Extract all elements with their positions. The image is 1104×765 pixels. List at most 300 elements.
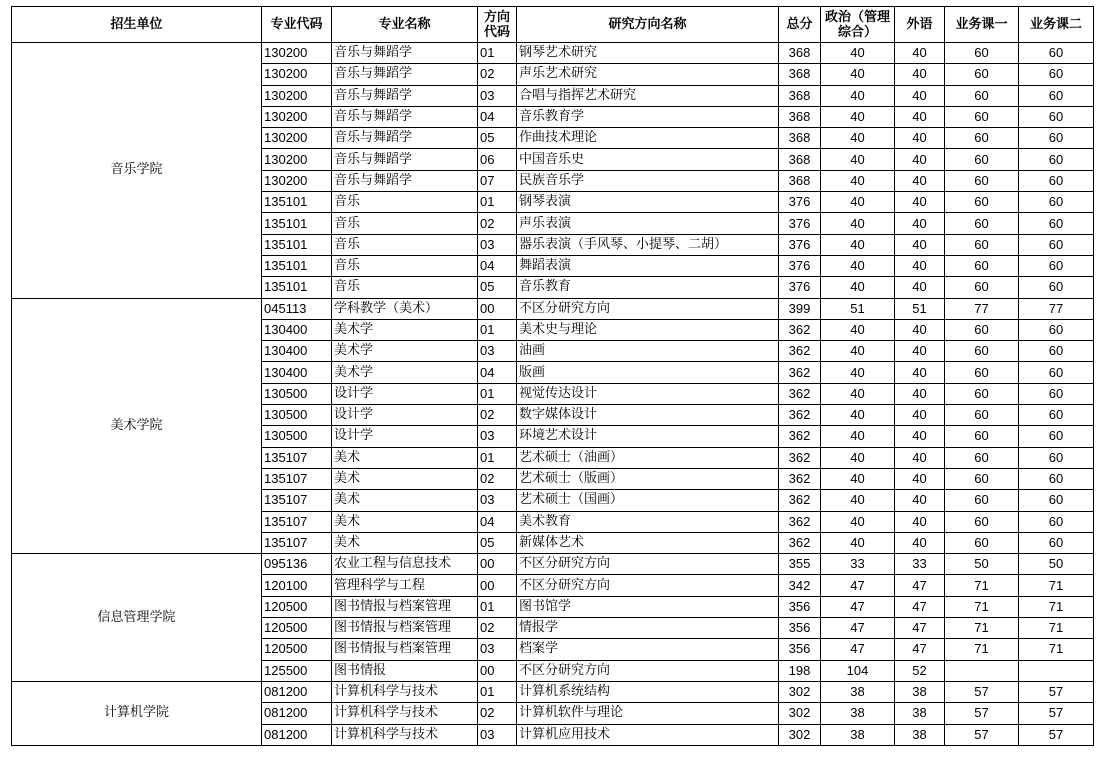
direction-name-cell: 艺术硕士（油画） xyxy=(517,447,779,468)
header-total: 总分 xyxy=(779,7,821,43)
course-two-score-cell: 60 xyxy=(1019,362,1094,383)
direction-name-cell: 艺术硕士（国画） xyxy=(517,490,779,511)
course-one-score-cell: 60 xyxy=(945,255,1019,276)
course-two-score-cell: 60 xyxy=(1019,532,1094,553)
direction-code-cell: 04 xyxy=(478,106,517,127)
politics-score-cell: 40 xyxy=(821,106,895,127)
politics-score-cell: 38 xyxy=(821,681,895,702)
politics-score-cell: 33 xyxy=(821,554,895,575)
table-row xyxy=(12,43,1094,64)
major-code-cell: 135107 xyxy=(262,511,332,532)
course-two-score-cell: 60 xyxy=(1019,255,1094,276)
direction-name-cell: 美术教育 xyxy=(517,511,779,532)
major-code-cell: 130500 xyxy=(262,426,332,447)
major-name-cell: 音乐与舞蹈学 xyxy=(332,43,478,64)
foreign-language-score-cell: 40 xyxy=(895,64,945,85)
foreign-language-score-cell: 40 xyxy=(895,85,945,106)
course-one-score-cell: 60 xyxy=(945,532,1019,553)
major-name-cell: 设计学 xyxy=(332,405,478,426)
course-one-score-cell: 50 xyxy=(945,554,1019,575)
politics-score-cell: 38 xyxy=(821,703,895,724)
course-two-score-cell: 60 xyxy=(1019,106,1094,127)
total-score-cell: 368 xyxy=(779,64,821,85)
course-two-score-cell: 71 xyxy=(1019,639,1094,660)
politics-score-cell: 40 xyxy=(821,213,895,234)
course-one-score-cell: 60 xyxy=(945,511,1019,532)
major-code-cell: 130500 xyxy=(262,383,332,404)
total-score-cell: 376 xyxy=(779,213,821,234)
course-one-score-cell: 60 xyxy=(945,128,1019,149)
total-score-cell: 342 xyxy=(779,575,821,596)
major-name-cell: 图书情报与档案管理 xyxy=(332,618,478,639)
course-two-score-cell: 60 xyxy=(1019,405,1094,426)
total-score-cell: 362 xyxy=(779,490,821,511)
major-code-cell: 120500 xyxy=(262,596,332,617)
direction-name-cell: 合唱与指挥艺术研究 xyxy=(517,85,779,106)
direction-code-cell: 02 xyxy=(478,468,517,489)
foreign-language-score-cell: 40 xyxy=(895,277,945,298)
major-name-cell: 音乐 xyxy=(332,277,478,298)
direction-code-cell: 02 xyxy=(478,213,517,234)
direction-name-cell: 情报学 xyxy=(517,618,779,639)
major-code-cell: 130400 xyxy=(262,362,332,383)
foreign-language-score-cell: 40 xyxy=(895,426,945,447)
table-body xyxy=(12,43,1094,746)
course-one-score-cell: 60 xyxy=(945,383,1019,404)
foreign-language-score-cell: 40 xyxy=(895,468,945,489)
direction-code-cell: 03 xyxy=(478,724,517,745)
total-score-cell: 355 xyxy=(779,554,821,575)
politics-score-cell: 38 xyxy=(821,724,895,745)
politics-score-cell: 40 xyxy=(821,319,895,340)
major-code-cell: 135101 xyxy=(262,234,332,255)
major-code-cell: 095136 xyxy=(262,554,332,575)
major-name-cell: 图书情报与档案管理 xyxy=(332,639,478,660)
total-score-cell: 368 xyxy=(779,170,821,191)
direction-code-cell: 02 xyxy=(478,703,517,724)
total-score-cell: 376 xyxy=(779,255,821,276)
course-two-score-cell: 60 xyxy=(1019,149,1094,170)
foreign-language-score-cell: 40 xyxy=(895,532,945,553)
header-direction-name: 研究方向名称 xyxy=(517,7,779,43)
major-code-cell: 130200 xyxy=(262,85,332,106)
major-code-cell: 130200 xyxy=(262,128,332,149)
course-two-score-cell: 60 xyxy=(1019,490,1094,511)
major-name-cell: 音乐与舞蹈学 xyxy=(332,64,478,85)
table-row xyxy=(12,681,1094,702)
direction-code-cell: 04 xyxy=(478,362,517,383)
politics-score-cell: 40 xyxy=(821,426,895,447)
header-course-two: 业务课二 xyxy=(1019,7,1094,43)
major-code-cell: 135101 xyxy=(262,192,332,213)
course-one-score-cell: 60 xyxy=(945,277,1019,298)
course-two-score-cell: 60 xyxy=(1019,341,1094,362)
course-one-score-cell: 77 xyxy=(945,298,1019,319)
politics-score-cell: 40 xyxy=(821,85,895,106)
course-two-score-cell: 60 xyxy=(1019,383,1094,404)
major-name-cell: 学科教学（美术） xyxy=(332,298,478,319)
major-name-cell: 管理科学与工程 xyxy=(332,575,478,596)
course-two-score-cell: 60 xyxy=(1019,468,1094,489)
major-code-cell: 125500 xyxy=(262,660,332,681)
header-row xyxy=(12,7,1094,43)
course-two-score-cell: 77 xyxy=(1019,298,1094,319)
major-name-cell: 音乐与舞蹈学 xyxy=(332,106,478,127)
direction-name-cell: 图书馆学 xyxy=(517,596,779,617)
foreign-language-score-cell: 38 xyxy=(895,724,945,745)
header-major-code: 专业代码 xyxy=(262,7,332,43)
total-score-cell: 368 xyxy=(779,149,821,170)
direction-code-cell: 01 xyxy=(478,383,517,404)
major-code-cell: 130200 xyxy=(262,43,332,64)
total-score-cell: 362 xyxy=(779,341,821,362)
direction-code-cell: 05 xyxy=(478,532,517,553)
course-one-score-cell: 57 xyxy=(945,703,1019,724)
total-score-cell: 362 xyxy=(779,511,821,532)
total-score-cell: 356 xyxy=(779,618,821,639)
direction-name-cell: 版画 xyxy=(517,362,779,383)
direction-name-cell: 环境艺术设计 xyxy=(517,426,779,447)
foreign-language-score-cell: 40 xyxy=(895,255,945,276)
politics-score-cell: 40 xyxy=(821,341,895,362)
politics-score-cell: 47 xyxy=(821,575,895,596)
major-code-cell: 130200 xyxy=(262,149,332,170)
politics-score-cell: 40 xyxy=(821,447,895,468)
score-table xyxy=(11,6,1094,746)
course-two-score-cell: 57 xyxy=(1019,681,1094,702)
foreign-language-score-cell: 47 xyxy=(895,596,945,617)
direction-code-cell: 01 xyxy=(478,319,517,340)
course-one-score-cell: 60 xyxy=(945,213,1019,234)
major-code-cell: 081200 xyxy=(262,681,332,702)
direction-code-cell: 02 xyxy=(478,64,517,85)
total-score-cell: 368 xyxy=(779,85,821,106)
total-score-cell: 376 xyxy=(779,277,821,298)
course-one-score-cell: 60 xyxy=(945,426,1019,447)
total-score-cell: 362 xyxy=(779,362,821,383)
course-one-score-cell: 60 xyxy=(945,341,1019,362)
course-two-score-cell: 60 xyxy=(1019,128,1094,149)
direction-name-cell: 油画 xyxy=(517,341,779,362)
direction-code-cell: 03 xyxy=(478,490,517,511)
foreign-language-score-cell: 40 xyxy=(895,106,945,127)
major-name-cell: 美术 xyxy=(332,511,478,532)
course-two-score-cell: 60 xyxy=(1019,234,1094,255)
course-two-score-cell: 60 xyxy=(1019,192,1094,213)
major-name-cell: 美术 xyxy=(332,468,478,489)
direction-code-cell: 00 xyxy=(478,575,517,596)
major-name-cell: 音乐 xyxy=(332,213,478,234)
politics-score-cell: 40 xyxy=(821,405,895,426)
major-code-cell: 135107 xyxy=(262,532,332,553)
foreign-language-score-cell: 40 xyxy=(895,405,945,426)
total-score-cell: 368 xyxy=(779,106,821,127)
course-two-score-cell: 60 xyxy=(1019,426,1094,447)
total-score-cell: 362 xyxy=(779,426,821,447)
direction-code-cell: 03 xyxy=(478,341,517,362)
direction-name-cell: 视觉传达设计 xyxy=(517,383,779,404)
course-two-score-cell xyxy=(1019,660,1094,681)
major-name-cell: 计算机科学与技术 xyxy=(332,724,478,745)
course-one-score-cell: 60 xyxy=(945,234,1019,255)
total-score-cell: 362 xyxy=(779,468,821,489)
foreign-language-score-cell: 40 xyxy=(895,383,945,404)
foreign-language-score-cell: 40 xyxy=(895,128,945,149)
direction-code-cell: 06 xyxy=(478,149,517,170)
course-one-score-cell: 71 xyxy=(945,639,1019,660)
direction-code-cell: 04 xyxy=(478,255,517,276)
total-score-cell: 362 xyxy=(779,447,821,468)
major-code-cell: 120500 xyxy=(262,639,332,660)
direction-name-cell: 音乐教育学 xyxy=(517,106,779,127)
total-score-cell: 362 xyxy=(779,405,821,426)
foreign-language-score-cell: 40 xyxy=(895,490,945,511)
major-code-cell: 135101 xyxy=(262,255,332,276)
direction-name-cell: 舞蹈表演 xyxy=(517,255,779,276)
major-code-cell: 120100 xyxy=(262,575,332,596)
header-foreign-language: 外语 xyxy=(895,7,945,43)
foreign-language-score-cell: 40 xyxy=(895,213,945,234)
direction-name-cell: 艺术硕士（版画） xyxy=(517,468,779,489)
table-row xyxy=(12,554,1094,575)
politics-score-cell: 40 xyxy=(821,468,895,489)
direction-name-cell: 中国音乐史 xyxy=(517,149,779,170)
total-score-cell: 376 xyxy=(779,192,821,213)
major-name-cell: 美术学 xyxy=(332,319,478,340)
major-code-cell: 081200 xyxy=(262,724,332,745)
politics-score-cell: 47 xyxy=(821,596,895,617)
politics-score-cell: 47 xyxy=(821,639,895,660)
politics-score-cell: 40 xyxy=(821,511,895,532)
total-score-cell: 302 xyxy=(779,703,821,724)
direction-name-cell: 美术史与理论 xyxy=(517,319,779,340)
major-code-cell: 135101 xyxy=(262,213,332,234)
foreign-language-score-cell: 51 xyxy=(895,298,945,319)
major-name-cell: 音乐与舞蹈学 xyxy=(332,170,478,191)
foreign-language-score-cell: 40 xyxy=(895,234,945,255)
major-code-cell: 130200 xyxy=(262,64,332,85)
politics-score-cell: 40 xyxy=(821,362,895,383)
foreign-language-score-cell: 40 xyxy=(895,319,945,340)
unit-cell: 计算机学院 xyxy=(12,681,262,745)
course-one-score-cell: 71 xyxy=(945,596,1019,617)
foreign-language-score-cell: 38 xyxy=(895,703,945,724)
politics-score-cell: 47 xyxy=(821,618,895,639)
direction-code-cell: 03 xyxy=(478,426,517,447)
direction-name-cell: 钢琴表演 xyxy=(517,192,779,213)
direction-name-cell: 钢琴艺术研究 xyxy=(517,43,779,64)
major-code-cell: 130500 xyxy=(262,405,332,426)
course-two-score-cell: 57 xyxy=(1019,724,1094,745)
direction-code-cell: 01 xyxy=(478,681,517,702)
direction-name-cell: 计算机应用技术 xyxy=(517,724,779,745)
unit-cell: 美术学院 xyxy=(12,298,262,554)
total-score-cell: 368 xyxy=(779,43,821,64)
foreign-language-score-cell: 40 xyxy=(895,149,945,170)
total-score-cell: 362 xyxy=(779,383,821,404)
course-two-score-cell: 60 xyxy=(1019,64,1094,85)
course-one-score-cell: 60 xyxy=(945,319,1019,340)
major-name-cell: 计算机科学与技术 xyxy=(332,703,478,724)
total-score-cell: 302 xyxy=(779,724,821,745)
direction-name-cell: 声乐表演 xyxy=(517,213,779,234)
direction-name-cell: 作曲技术理论 xyxy=(517,128,779,149)
direction-code-cell: 03 xyxy=(478,234,517,255)
major-name-cell: 美术 xyxy=(332,447,478,468)
foreign-language-score-cell: 47 xyxy=(895,618,945,639)
direction-code-cell: 01 xyxy=(478,447,517,468)
direction-name-cell: 不区分研究方向 xyxy=(517,660,779,681)
major-name-cell: 美术学 xyxy=(332,341,478,362)
direction-name-cell: 民族音乐学 xyxy=(517,170,779,191)
foreign-language-score-cell: 47 xyxy=(895,575,945,596)
unit-cell: 音乐学院 xyxy=(12,43,262,299)
major-code-cell: 130200 xyxy=(262,106,332,127)
course-two-score-cell: 71 xyxy=(1019,575,1094,596)
politics-score-cell: 40 xyxy=(821,532,895,553)
total-score-cell: 399 xyxy=(779,298,821,319)
major-name-cell: 图书情报 xyxy=(332,660,478,681)
foreign-language-score-cell: 40 xyxy=(895,447,945,468)
header-politics: 政治（管理综合） xyxy=(821,7,895,43)
direction-name-cell: 数字媒体设计 xyxy=(517,405,779,426)
course-two-score-cell: 60 xyxy=(1019,511,1094,532)
course-one-score-cell: 57 xyxy=(945,681,1019,702)
total-score-cell: 368 xyxy=(779,128,821,149)
politics-score-cell: 40 xyxy=(821,277,895,298)
major-name-cell: 设计学 xyxy=(332,383,478,404)
foreign-language-score-cell: 40 xyxy=(895,43,945,64)
course-one-score-cell: 60 xyxy=(945,468,1019,489)
major-name-cell: 音乐 xyxy=(332,192,478,213)
table-row xyxy=(12,298,1094,319)
major-code-cell: 120500 xyxy=(262,618,332,639)
header-major-name: 专业名称 xyxy=(332,7,478,43)
total-score-cell: 198 xyxy=(779,660,821,681)
major-code-cell: 045113 xyxy=(262,298,332,319)
major-code-cell: 135101 xyxy=(262,277,332,298)
total-score-cell: 302 xyxy=(779,681,821,702)
total-score-cell: 376 xyxy=(779,234,821,255)
politics-score-cell: 40 xyxy=(821,255,895,276)
direction-code-cell: 00 xyxy=(478,554,517,575)
major-name-cell: 美术 xyxy=(332,490,478,511)
total-score-cell: 362 xyxy=(779,319,821,340)
direction-code-cell: 01 xyxy=(478,43,517,64)
course-one-score-cell: 60 xyxy=(945,106,1019,127)
foreign-language-score-cell: 52 xyxy=(895,660,945,681)
course-one-score-cell: 60 xyxy=(945,170,1019,191)
major-code-cell: 130400 xyxy=(262,319,332,340)
course-two-score-cell: 60 xyxy=(1019,319,1094,340)
direction-name-cell: 不区分研究方向 xyxy=(517,554,779,575)
direction-code-cell: 02 xyxy=(478,618,517,639)
major-name-cell: 音乐与舞蹈学 xyxy=(332,85,478,106)
foreign-language-score-cell: 40 xyxy=(895,362,945,383)
direction-name-cell: 不区分研究方向 xyxy=(517,575,779,596)
unit-cell: 信息管理学院 xyxy=(12,554,262,682)
major-name-cell: 音乐 xyxy=(332,234,478,255)
course-two-score-cell: 71 xyxy=(1019,596,1094,617)
direction-code-cell: 03 xyxy=(478,639,517,660)
course-two-score-cell: 50 xyxy=(1019,554,1094,575)
header-unit: 招生单位 xyxy=(12,7,262,43)
header-course-one: 业务课一 xyxy=(945,7,1019,43)
course-one-score-cell: 60 xyxy=(945,85,1019,106)
total-score-cell: 362 xyxy=(779,532,821,553)
course-two-score-cell: 71 xyxy=(1019,618,1094,639)
course-one-score-cell: 71 xyxy=(945,618,1019,639)
politics-score-cell: 40 xyxy=(821,128,895,149)
major-name-cell: 音乐 xyxy=(332,255,478,276)
course-two-score-cell: 60 xyxy=(1019,213,1094,234)
course-one-score-cell xyxy=(945,660,1019,681)
foreign-language-score-cell: 40 xyxy=(895,170,945,191)
major-code-cell: 135107 xyxy=(262,490,332,511)
direction-name-cell: 音乐教育 xyxy=(517,277,779,298)
course-one-score-cell: 60 xyxy=(945,64,1019,85)
direction-name-cell: 计算机软件与理论 xyxy=(517,703,779,724)
politics-score-cell: 40 xyxy=(821,490,895,511)
header-direction-code: 方向代码 xyxy=(478,7,517,43)
foreign-language-score-cell: 47 xyxy=(895,639,945,660)
course-one-score-cell: 60 xyxy=(945,192,1019,213)
major-name-cell: 计算机科学与技术 xyxy=(332,681,478,702)
foreign-language-score-cell: 33 xyxy=(895,554,945,575)
direction-code-cell: 05 xyxy=(478,128,517,149)
major-name-cell: 音乐与舞蹈学 xyxy=(332,128,478,149)
major-name-cell: 设计学 xyxy=(332,426,478,447)
politics-score-cell: 40 xyxy=(821,170,895,191)
major-name-cell: 美术 xyxy=(332,532,478,553)
major-code-cell: 135107 xyxy=(262,468,332,489)
total-score-cell: 356 xyxy=(779,596,821,617)
major-name-cell: 美术学 xyxy=(332,362,478,383)
direction-name-cell: 不区分研究方向 xyxy=(517,298,779,319)
course-two-score-cell: 60 xyxy=(1019,447,1094,468)
course-one-score-cell: 71 xyxy=(945,575,1019,596)
direction-name-cell: 新媒体艺术 xyxy=(517,532,779,553)
direction-code-cell: 02 xyxy=(478,405,517,426)
foreign-language-score-cell: 38 xyxy=(895,681,945,702)
direction-code-cell: 05 xyxy=(478,277,517,298)
course-two-score-cell: 60 xyxy=(1019,43,1094,64)
course-two-score-cell: 60 xyxy=(1019,85,1094,106)
direction-code-cell: 01 xyxy=(478,192,517,213)
direction-name-cell: 器乐表演（手风琴、小提琴、二胡） xyxy=(517,234,779,255)
major-code-cell: 130200 xyxy=(262,170,332,191)
major-name-cell: 图书情报与档案管理 xyxy=(332,596,478,617)
politics-score-cell: 40 xyxy=(821,149,895,170)
politics-score-cell: 40 xyxy=(821,192,895,213)
major-code-cell: 130400 xyxy=(262,341,332,362)
direction-code-cell: 00 xyxy=(478,298,517,319)
course-two-score-cell: 60 xyxy=(1019,277,1094,298)
course-one-score-cell: 60 xyxy=(945,43,1019,64)
politics-score-cell: 40 xyxy=(821,43,895,64)
major-name-cell: 农业工程与信息技术 xyxy=(332,554,478,575)
course-one-score-cell: 60 xyxy=(945,490,1019,511)
direction-name-cell: 档案学 xyxy=(517,639,779,660)
direction-name-cell: 计算机系统结构 xyxy=(517,681,779,702)
foreign-language-score-cell: 40 xyxy=(895,511,945,532)
major-name-cell: 音乐与舞蹈学 xyxy=(332,149,478,170)
foreign-language-score-cell: 40 xyxy=(895,341,945,362)
politics-score-cell: 40 xyxy=(821,383,895,404)
course-one-score-cell: 60 xyxy=(945,149,1019,170)
course-one-score-cell: 60 xyxy=(945,405,1019,426)
politics-score-cell: 40 xyxy=(821,234,895,255)
